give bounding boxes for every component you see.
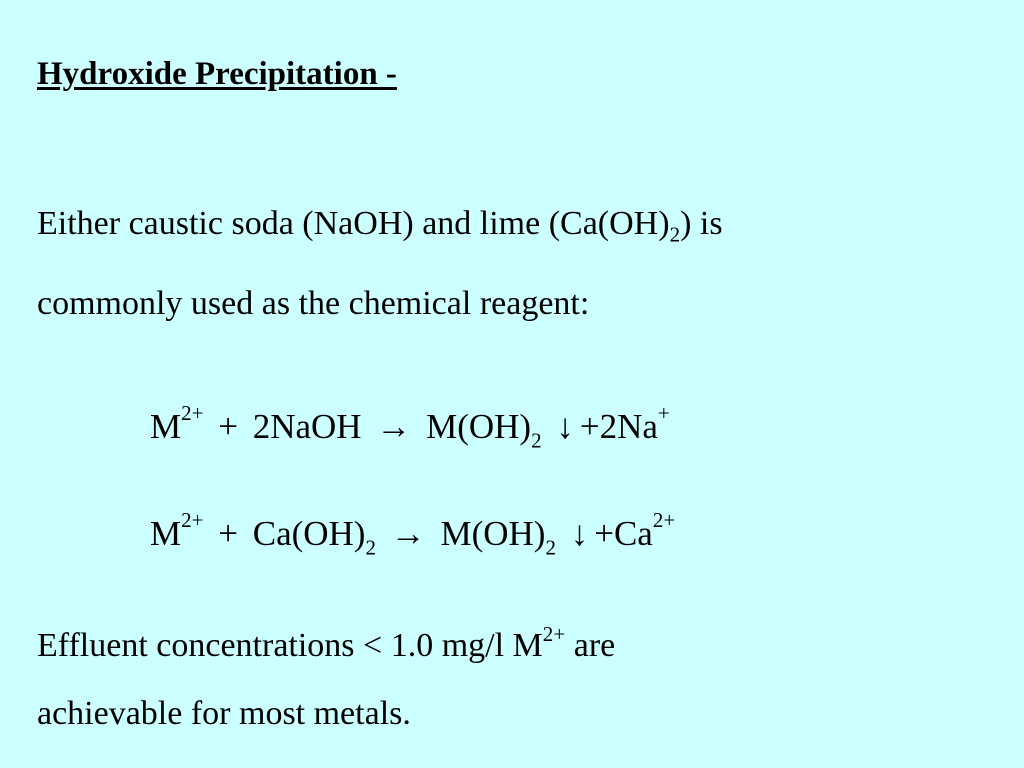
eq-term: 2Na (599, 406, 658, 446)
reagent-line-2: commonly used as the chemical reagent: (37, 285, 590, 322)
subscript: 2 (365, 535, 376, 560)
effluent-line-1 (37, 594, 615, 674)
eq-term: M (150, 513, 182, 553)
eq-term: M (150, 406, 182, 446)
reagent-text-a: Either caustic soda (NaOH) and lime (Ca(OH) (37, 205, 670, 242)
plus-symbol: + (579, 406, 600, 446)
arrow-down-icon: ↓ (570, 513, 589, 553)
arrow-right-icon: → (390, 513, 426, 553)
reagent-text-b: ) is (680, 205, 723, 242)
subscript: 2 (531, 428, 542, 453)
effluent-text-a: Effluent concentrations < 1.0 mg/l M (37, 626, 543, 664)
plus-symbol: + (218, 513, 238, 553)
reagent-line-1 (37, 184, 723, 264)
subscript: 2 (669, 222, 681, 247)
eq-term: M(OH) (426, 406, 532, 446)
effluent-text-b: are (565, 626, 616, 664)
superscript: 2+ (181, 508, 204, 532)
effluent-paragraph (37, 594, 615, 754)
eq-term: Ca (613, 513, 653, 553)
superscript: 2+ (181, 401, 204, 425)
superscript: 2+ (542, 622, 566, 646)
superscript: + (657, 401, 670, 425)
slide-title: Hydroxide Precipitation - (37, 56, 397, 92)
effluent-line-2: achievable for most metals. (37, 695, 411, 732)
arrow-right-icon: → (376, 406, 412, 446)
eq-term: M(OH) (440, 513, 546, 553)
reagent-paragraph (37, 184, 723, 344)
eq-term: Ca(OH) (252, 513, 366, 553)
superscript: 2+ (652, 508, 676, 532)
subscript: 2 (545, 535, 556, 560)
equation-lime (150, 510, 675, 558)
equation-naoh (150, 403, 670, 451)
plus-symbol: + (218, 406, 238, 446)
eq-term: 2NaOH (252, 406, 362, 446)
arrow-down-icon: ↓ (556, 406, 574, 446)
plus-symbol: + (594, 513, 614, 553)
